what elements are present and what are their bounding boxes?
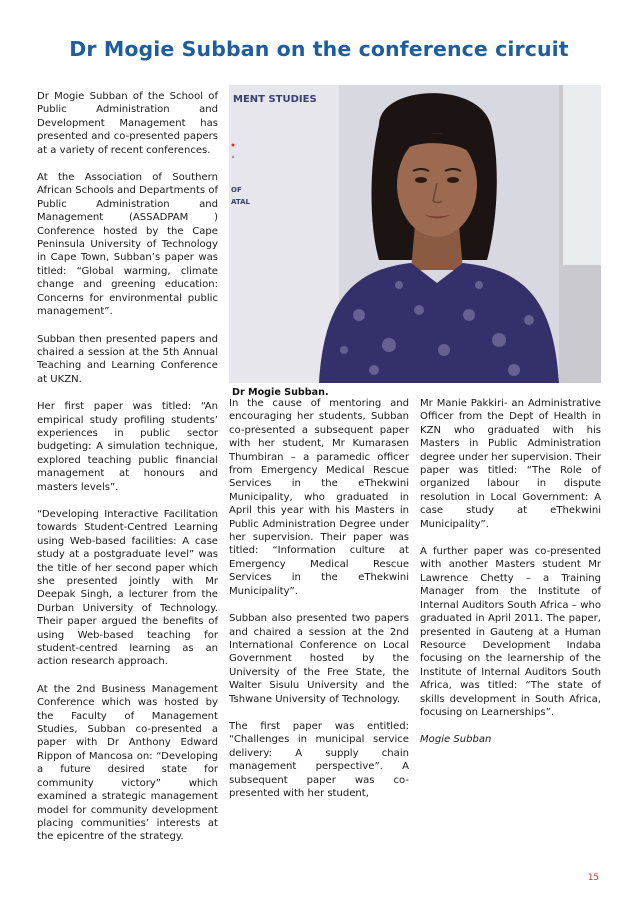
paragraph: Mr Manie Pakkiri- an Administrative Officer from the Dept of Health in KZN who graduated with his Masters in Public Administration degree under her supervision. Their paper was titled: “The Role of organized labour in dispute resolution in Local Government: A case study at eThekwini Municipality”.	[420, 398, 601, 530]
left-column	[37, 90, 218, 858]
paragraph: Dr Mogie Subban of the School of Public Administration and Development Management has presented and co-presented papers at a variety of recent conferences.	[37, 91, 218, 156]
paragraph: The first paper was entitled: “Challenges in municipal service delivery: A supply chain management perspective”. A subsequent paper was co-presented with her student,	[229, 720, 409, 799]
portrait-photo	[229, 85, 601, 383]
middle-column	[229, 397, 409, 814]
article-title: Dr Mogie Subban on the conference circuit	[69, 37, 569, 61]
portrait-illustration	[229, 85, 601, 383]
paragraph: In the cause of mentoring and encouraging her students, Subban co-presented a subsequent paper with her student, Mr Kumarasen Thumbiran – a paramedic officer from Emergency Medical Rescue Services in the eThekwini Municipality, who graduated in April this year with his Masters in Public Administration Degree under her supervision. Their paper was titled: “Information culture at Emergency Medical Rescue Services in the eThekwini Municipality”.	[229, 398, 409, 597]
paragraph: Her first paper was titled: “An empirical study profiling students’ experiences in public sector budgeting: A simulation technique, explored teaching public financial management at honours and masters levels”.	[37, 401, 218, 493]
banner-text: MENT STUDIES	[233, 94, 317, 105]
photo-caption: Dr Mogie Subban.	[232, 387, 329, 398]
paragraph: “Developing Interactive Facilitation towards Student-Centred Learning using Web-based facilities: A case study at a postgraduate level” was the title of her second paper which she presented jointly with Mr Deepak Singh, a lecturer from the Durban University of Technology. Their paper argued the benefits of using Web-based teaching for student-centred learning as an action research approach.	[37, 508, 218, 668]
paragraph: At the Association of Southern African Schools and Departments of Public Administration and Management (ASSADPAM ) Conference hosted by the Cape Peninsula University of Technology in Cape Town, Subban’s paper was titled: “Global warming, climate change and greening education: Concerns for environmental public management”.	[37, 172, 219, 318]
paragraph: Subban then presented papers and chaired a session at the 5th Annual Teaching and Learning Conference at UKZN.	[37, 333, 218, 385]
paragraph: A further paper was co-presented with another Masters student Mr Lawrence Chetty – a Training Manager from the Institute of Internal Auditors South Africa – who graduated in April 2011. The paper, presented in Gauteng at a Human Resource Development Indaba focusing on the learnership of the Institute of Internal Auditors South Africa, was titled: “The state of skills development in South Africa, focusing on Learnerships”.	[420, 546, 601, 718]
paragraph: At the 2nd Business Management Conference which was hosted by the Faculty of Management Studies, Subban co-presented a paper with Dr Anthony Edward Rippon of Mancosa on: “Developing a future desired state for community victory” which examined a strategic management model for community development placing communities’ interests at the epicentre of the strategy.	[37, 683, 218, 843]
page-number: 15	[588, 873, 599, 883]
banner-text: OF	[231, 186, 242, 194]
author-signature: Mogie Subban	[420, 734, 492, 746]
paragraph: Subban also presented two papers and chaired a session at the 2nd International Conference on Local Government hosted by the University of the Free State, the Walter Sisulu University and the Tshwane University of Technology.	[229, 613, 409, 705]
banner-text: ATAL	[231, 198, 250, 206]
right-column	[420, 397, 601, 761]
